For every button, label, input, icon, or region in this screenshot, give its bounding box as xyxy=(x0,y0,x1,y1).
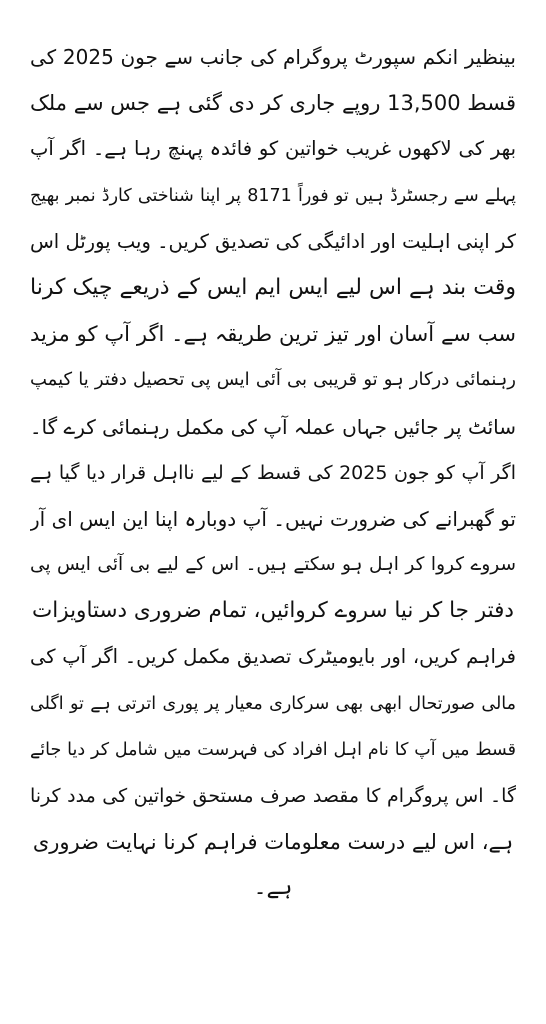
article-body xyxy=(30,34,516,912)
article-line-7: سب سے آسان اور تیز ترین طریقہ ہے۔ اگر آپ کو مزید xyxy=(30,322,516,347)
article-line-10: اگر آپ کو جون 2025 کی قسط کے لیے نااہل قرار دیا گیا ہے xyxy=(30,461,516,484)
article-line-15: مالی صورتحال ابھی بھی سرکاری معیار پر پوری اترتی ہے تو اگلی xyxy=(30,693,516,714)
article-line-2: قسط 13,500 روپے جاری کر دی گئی ہے جس سے ملک xyxy=(30,91,516,116)
article-line-11: تو گھبرانے کی ضرورت نہیں۔ آپ دوبارہ اپنا این ایس ای آر xyxy=(30,506,516,531)
article-line-9: سائٹ پر جائیں جہاں عملہ آپ کی مکمل رہنمائی کرے گا۔ xyxy=(30,414,516,439)
article-line-4: پہلے سے رجسٹرڈ ہیں تو فوراً 8171 پر اپنا شناختی کارڈ نمبر بھیج xyxy=(30,185,516,206)
article-line-12: سروے کروا کر اہل ہو سکتے ہیں۔ اس کے لیے بی آئی ایس پی xyxy=(30,554,516,576)
article-line-14: فراہم کریں، اور بایومیٹرک تصدیق مکمل کریں۔ اگر آپ کی xyxy=(30,645,516,669)
article-line-17: گا۔ اس پروگرام کا مقصد صرف مستحق خواتین کی مدد کرنا xyxy=(30,785,516,807)
article-line-13: دفتر جا کر نیا سروے کروائیں، تمام ضروری دستاویزات xyxy=(32,598,514,624)
article-line-8: رہنمائی درکار ہو تو قریبی بی آئی ایس پی تحصیل دفتر یا کیمپ xyxy=(30,369,516,391)
article-line-16: قسط میں آپ کا نام اہل افراد کی فہرست میں شامل کر دیا جائے xyxy=(30,739,516,760)
article-line-3: بھر کی لاکھوں غریب خواتین کو فائدہ پہنچ رہا ہے۔ اگر آپ xyxy=(30,137,516,161)
article-line-5: کر اپنی اہلیت اور ادائیگی کی تصدیق کریں۔ ویب پورٹل اس xyxy=(30,229,516,253)
article-line-19: ہے۔ xyxy=(253,875,293,901)
article-line-18: ہے، اس لیے درست معلومات فراہم کرنا نہایت ضروری xyxy=(32,830,514,855)
article-line-1: بینظیر انکم سپورٹ پروگرام کی جانب سے جون 2025 کی xyxy=(30,45,516,69)
article-line-6: وقت بند ہے اس لیے ایس ایم ایس کے ذریعے چیک کرنا xyxy=(30,274,516,300)
